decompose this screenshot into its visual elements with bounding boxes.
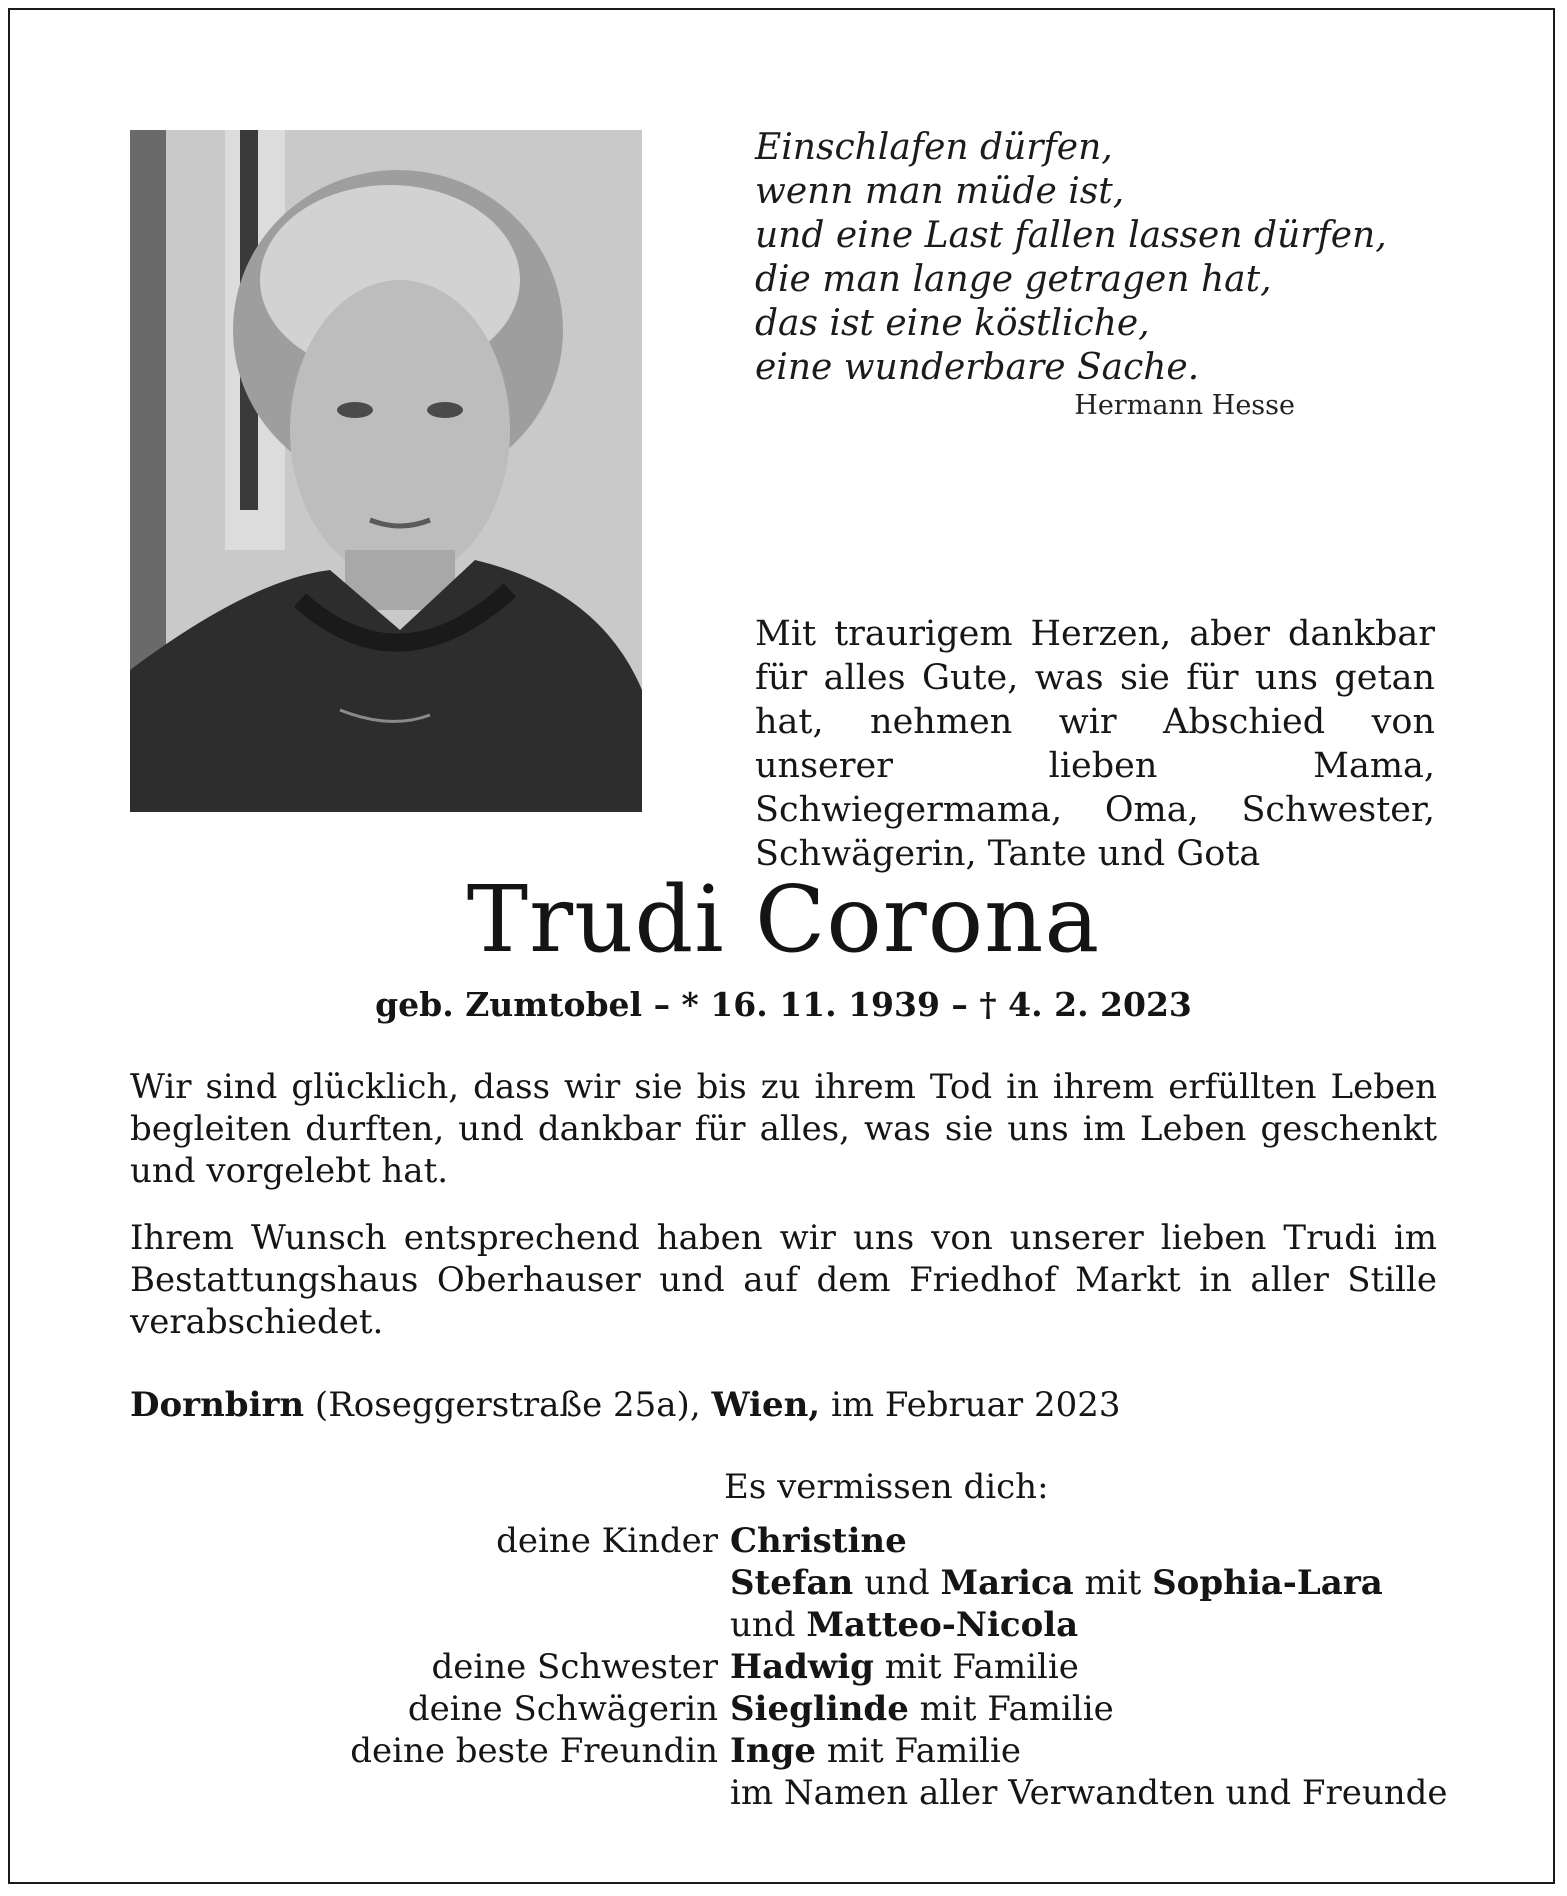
closing-line: im Namen aller Verwandten und Freunde <box>730 1773 1448 1813</box>
place-city-wien: Wien, <box>711 1385 821 1425</box>
relative-name: Christine <box>730 1521 907 1561</box>
place-address: (Roseggerstraße 25a), <box>304 1385 712 1425</box>
deceased-name: Trudi Corona <box>466 866 1101 973</box>
poem-line: die man lange getragen hat, <box>755 259 1272 300</box>
relative-name: Inge <box>730 1731 817 1771</box>
relative-row <box>300 1772 1448 1814</box>
place-date: im Februar 2023 <box>820 1385 1121 1425</box>
relative-row <box>300 1604 1448 1646</box>
relative-suffix: mit Familie <box>816 1731 1021 1771</box>
connector-text: mit <box>1073 1563 1153 1603</box>
birth-death-dates: geb. Zumtobel – * 16. 11. 1939 – † 4. 2. 2023 <box>375 985 1192 1024</box>
relative-name: Stefan <box>730 1563 854 1603</box>
relative-name: Matteo-Nicola <box>806 1605 1079 1645</box>
paragraph-gratitude: Wir sind glücklich, dass wir sie bis zu ihrem Tod in ihrem erfüllten Leben begleiten durften, und dankbar für alles, was sie uns im Leben geschenkt und vorgelebt hat. <box>130 1067 1437 1191</box>
relation-label: deine Schwägerin <box>407 1689 718 1729</box>
paragraph-farewell: Ihrem Wunsch entsprechend haben wir uns von unserer lieben Trudi im Bestattungshaus Oberhauser und auf dem Friedhof Markt in aller Stille verabschiedet. <box>130 1218 1437 1342</box>
connector-text: und <box>730 1605 807 1645</box>
place-city-dornbirn: Dornbirn <box>130 1385 305 1425</box>
poem-line: eine wunderbare Sache. <box>755 347 1200 388</box>
poem-line: Einschlafen dürfen, <box>755 127 1113 168</box>
relative-row <box>300 1646 1448 1688</box>
relative-row <box>300 1688 1448 1730</box>
missing-heading: Es vermissen dich: <box>724 1467 1049 1507</box>
poem-line: das ist eine köstliche, <box>755 303 1150 344</box>
relation-label: deine Kinder <box>496 1521 718 1561</box>
relation-label: deine Schwester <box>431 1647 718 1687</box>
poem <box>755 126 1387 390</box>
relative-row <box>300 1520 1448 1562</box>
relative-name: Hadwig <box>730 1647 874 1687</box>
portrait-illustration <box>130 130 642 812</box>
connector-text: und <box>853 1563 941 1603</box>
poem-line: wenn man müde ist, <box>755 171 1125 212</box>
relation-label: deine beste Freundin <box>350 1731 718 1771</box>
relatives-list <box>300 1520 1448 1814</box>
relative-suffix: mit Familie <box>908 1689 1114 1729</box>
relative-row <box>300 1562 1448 1604</box>
relative-suffix: mit Familie <box>873 1647 1079 1687</box>
poem-line: und eine Last fallen lassen dürfen, <box>755 215 1387 256</box>
poem-author: Hermann Hesse <box>1074 390 1295 421</box>
place-date-line <box>130 1384 1437 1426</box>
intro-text: Mit traurigem Herzen, aber dankbar für alles Gute, was sie für uns getan hat, nehmen wir Abschied von unserer lieben Mama, Schwiegermama, Oma, Schwester, Schwägerin, Tante und Gota <box>755 614 1435 874</box>
portrait-photo <box>130 130 642 812</box>
relative-name: Sieglinde <box>730 1689 909 1729</box>
relative-name: Marica <box>940 1563 1074 1603</box>
relative-name: Sophia-Lara <box>1152 1563 1383 1603</box>
relative-row <box>300 1730 1448 1772</box>
